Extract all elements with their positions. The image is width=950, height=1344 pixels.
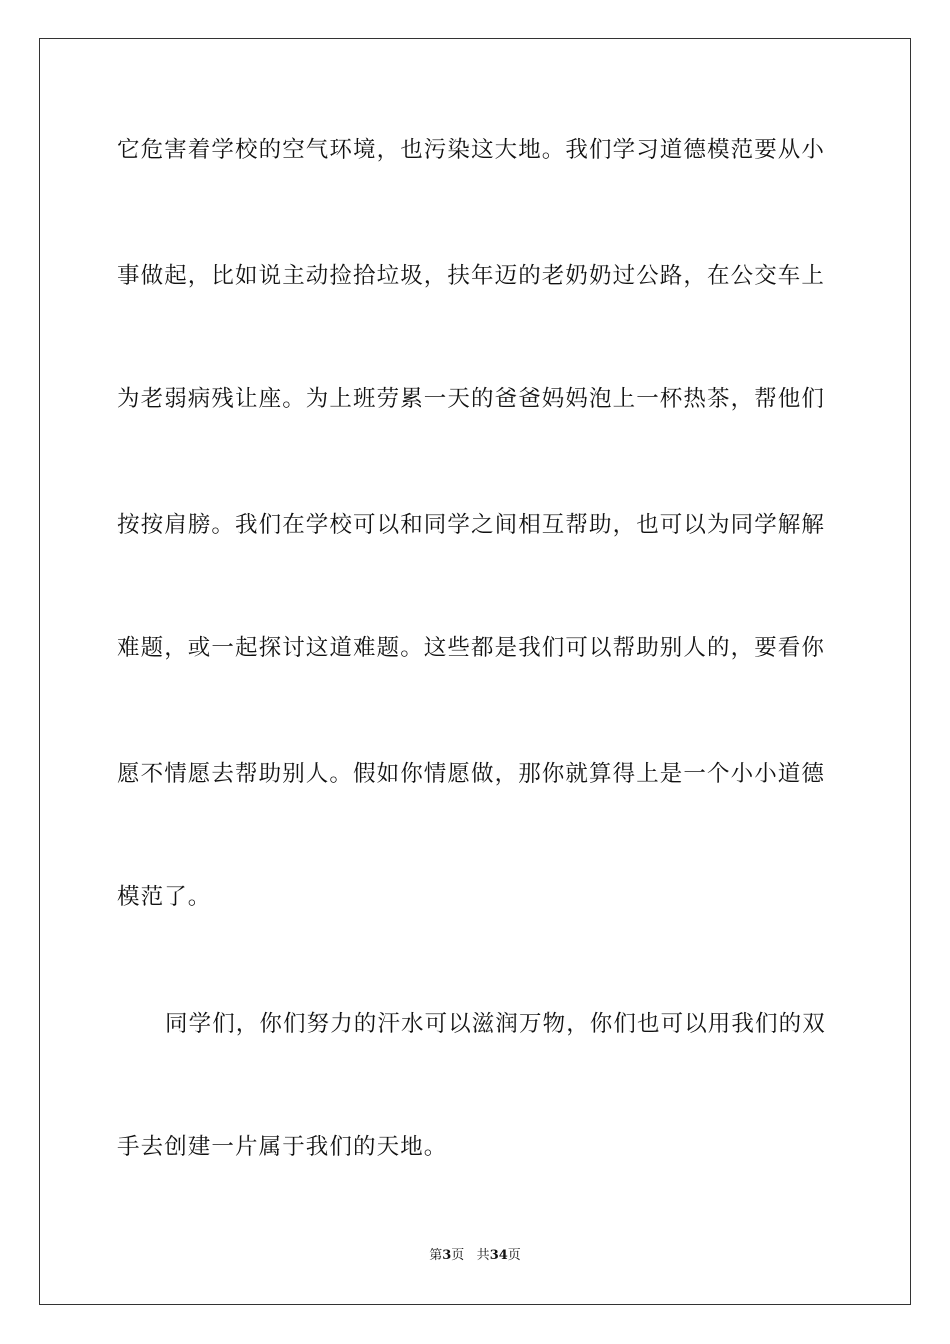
body-text-line: 愿不情愿去帮助别人。假如你情愿做，那你就算得上是一个小小道德 (117, 761, 826, 787)
body-text-line: 手去创建一片属于我们的天地。 (117, 1134, 448, 1160)
total-suffix: 页 (507, 1248, 521, 1263)
body-text-line: 它危害着学校的空气环境，也污染这大地。我们学习道德模范要从小 (117, 137, 826, 163)
page-footer (0, 1247, 950, 1265)
paragraph-first-line: 同学们，你们努力的汗水可以滋润万物，你们也可以用我们的双 (165, 1011, 826, 1037)
body-text-line: 模范了。 (117, 884, 212, 910)
body-text-line: 事做起，比如说主动捡拾垃圾，扶年迈的老奶奶过公路，在公交车上 (117, 263, 826, 289)
body-text-line: 按按肩膀。我们在学校可以和同学之间相互帮助，也可以为同学解解 (117, 512, 826, 538)
page-prefix: 第 (429, 1248, 443, 1263)
page-suffix: 页 (451, 1248, 465, 1263)
page-number: 3 (442, 1248, 452, 1263)
total-pages: 34 (489, 1248, 508, 1263)
page-frame (39, 38, 911, 1305)
body-text-line: 为老弱病残让座。为上班劳累一天的爸爸妈妈泡上一杯热茶，帮他们 (117, 386, 826, 412)
body-text-line: 难题，或一起探讨这道难题。这些都是我们可以帮助别人的，要看你 (117, 635, 826, 661)
total-prefix: 共 (476, 1248, 490, 1263)
